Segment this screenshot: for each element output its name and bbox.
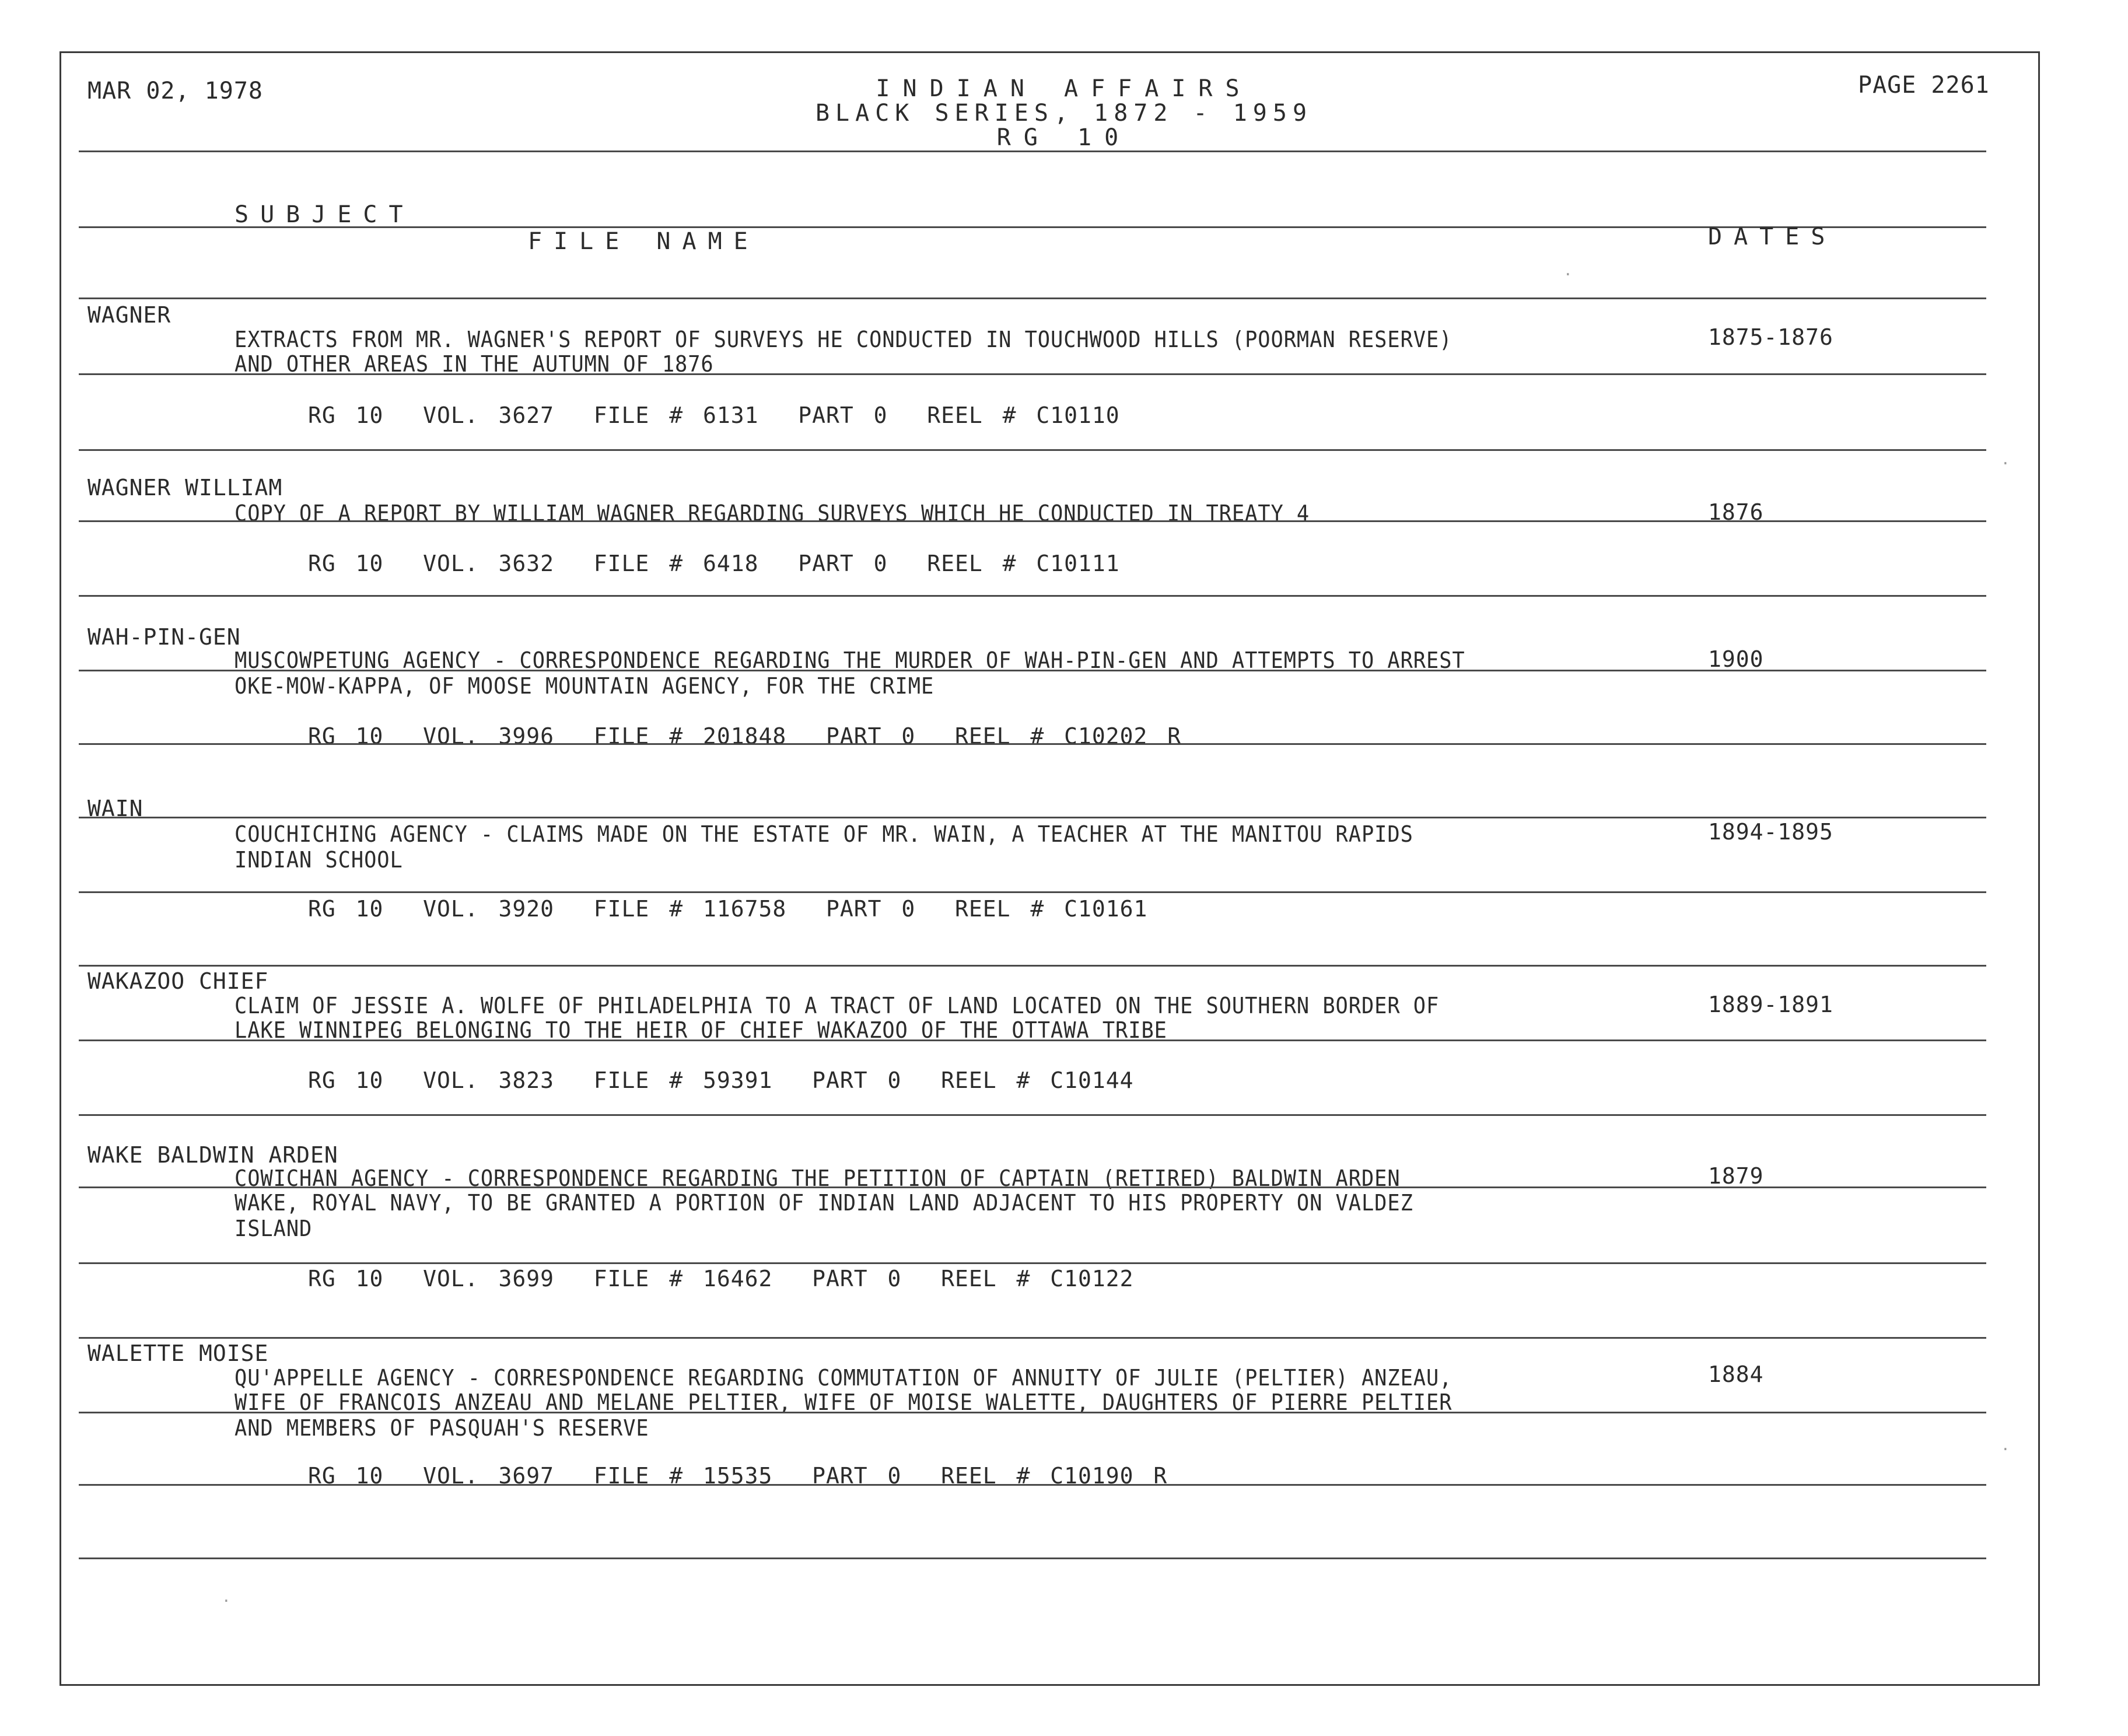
entry-file-name-line: AND MEMBERS OF PASQUAH'S RESERVE [235,1415,649,1441]
report-title: INDIAN AFFAIRS [876,75,1252,102]
entry-subject: WAGNER WILLIAM [88,475,283,501]
entry-dates: 1875-1876 [1708,324,1833,350]
entry-dates: 1876 [1708,499,1764,525]
rule [79,520,1986,522]
entry-dates: 1889-1891 [1708,992,1833,1017]
entry-dates: 1884 [1708,1362,1764,1387]
scan-speck: · [222,1592,231,1610]
entry-file-name-line: WIFE OF FRANCOIS ANZEAU AND MELANE PELTIER, WIFE OF MOISE WALETTE, DAUGHTERS OF PIERRE PELTIER [235,1390,1452,1415]
entry-subject: WAKAZOO CHIEF [88,968,269,994]
entry-file-name-line: WAKE, ROYAL NAVY, TO BE GRANTED A PORTION OF INDIAN LAND ADJACENT TO HIS PROPERTY ON VALDEZ [235,1190,1413,1216]
entry-file-name-line: MUSCOWPETUNG AGENCY - CORRESPONDENCE REGARDING THE MURDER OF WAH-PIN-GEN AND ATTEMPTS TO ARREST [235,648,1465,673]
entry-file-name-line: INDIAN SCHOOL [235,847,403,873]
entry-file-name-line: COPY OF A REPORT BY WILLIAM WAGNER REGARDING SURVEYS WHICH HE CONDUCTED IN TREATY 4 [235,501,1310,526]
report-record-group: RG 10 [996,124,1132,151]
entry-citation: RG 10 VOL. 3627 FILE # 6131 PART 0 REEL # C10110 [308,402,1120,428]
scan-speck: · [2001,455,2010,473]
entry-file-name-line: QU'APPELLE AGENCY - CORRESPONDENCE REGARDING COMMUTATION OF ANNUITY OF JULIE (PELTIER) ANZEAU, [235,1365,1452,1391]
entry-citation: RG 10 VOL. 3996 FILE # 201848 PART 0 REEL # C10202 R [308,723,1182,749]
rule [79,965,1986,967]
rule [79,1262,1986,1264]
entry-citation: RG 10 VOL. 3920 FILE # 116758 PART 0 REEL # C10161 [308,896,1148,922]
rule [79,743,1986,745]
rule [79,670,1986,671]
rule [79,1186,1986,1188]
rule [79,1040,1986,1041]
rule [79,1114,1986,1116]
entry-subject: WAGNER [88,302,172,328]
rule [79,298,1986,299]
entry-dates: 1894-1895 [1708,819,1833,845]
rule [79,595,1986,597]
rule [79,817,1986,818]
entry-file-name-line: LAKE WINNIPEG BELONGING TO THE HEIR OF CHIEF WAKAZOO OF THE OTTAWA TRIBE [235,1017,1167,1043]
entry-subject: WAIN [88,796,144,821]
column-header-subject: SUBJECT [235,201,415,228]
entry-file-name-line: COUCHICHING AGENCY - CLAIMS MADE ON THE ESTATE OF MR. WAIN, A TEACHER AT THE MANITOU RAPIDS [235,821,1413,847]
entry-subject: WAKE BALDWIN ARDEN [88,1142,338,1168]
entry-file-name-line: CLAIM OF JESSIE A. WOLFE OF PHILADELPHIA TO A TRACT OF LAND LOCATED ON THE SOUTHERN BORDER OF [235,993,1440,1019]
entry-file-name-line: AND OTHER AREAS IN THE AUTUMN OF 1876 [235,351,714,377]
rule [79,891,1986,893]
entry-subject: WALETTE MOISE [88,1340,269,1366]
scan-speck: · [2001,1441,2010,1458]
entry-dates: 1879 [1708,1163,1764,1189]
rule [79,226,1986,228]
entry-citation: RG 10 VOL. 3697 FILE # 15535 PART 0 REEL # C10190 R [308,1463,1168,1489]
entry-file-name-line: ISLAND [235,1216,313,1241]
rule [79,1558,1986,1559]
rule [79,150,1986,152]
entry-dates: 1900 [1708,646,1764,672]
entry-file-name-line: COWICHAN AGENCY - CORRESPONDENCE REGARDING THE PETITION OF CAPTAIN (RETIRED) BALDWIN ARDEN [235,1166,1401,1191]
column-header-file-name: FILE NAME [528,228,760,255]
entry-file-name-line: EXTRACTS FROM MR. WAGNER'S REPORT OF SURVEYS HE CONDUCTED IN TOUCHWOOD HILLS (POORMAN RESERVE) [235,327,1452,352]
rule [79,1337,1986,1339]
rule [79,1412,1986,1413]
scan-speck: · [1563,266,1573,284]
entry-citation: RG 10 VOL. 3699 FILE # 16462 PART 0 REEL # C10122 [308,1266,1134,1292]
rule [79,449,1986,451]
rule [79,373,1986,375]
column-header-dates: DATES [1708,223,1837,250]
report-series: BLACK SERIES, 1872 - 1959 [815,100,1313,127]
entry-file-name-line: OKE-MOW-KAPPA, OF MOOSE MOUNTAIN AGENCY, FOR THE CRIME [235,673,935,699]
page-number: PAGE 2261 [1858,72,1990,99]
entry-citation: RG 10 VOL. 3632 FILE # 6418 PART 0 REEL # C10111 [308,551,1120,576]
rule [79,1484,1986,1486]
entry-citation: RG 10 VOL. 3823 FILE # 59391 PART 0 REEL # C10144 [308,1068,1134,1093]
report-date: MAR 02, 1978 [88,78,263,104]
entry-subject: WAH-PIN-GEN [88,624,241,650]
